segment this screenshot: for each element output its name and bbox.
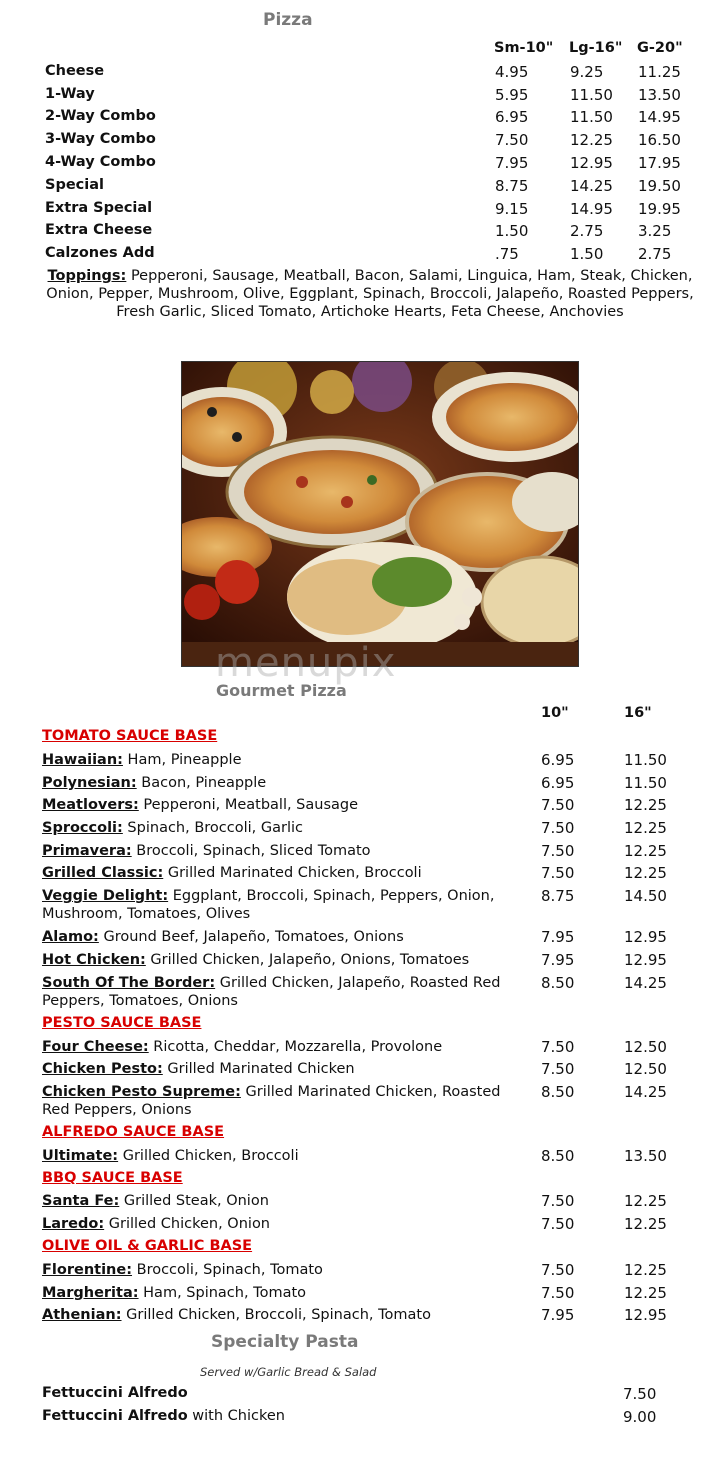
gourmet-item-name: Hawaiian: [42, 752, 123, 768]
gourmet-item-description: Grilled Steak, Onion [119, 1193, 269, 1209]
gourmet-price-10: 8.75 [541, 887, 575, 905]
gourmet-item-description: Grilled Chicken, Jalapeño, Onions, Tomatoes [145, 952, 470, 968]
gourmet-item [42, 1192, 524, 1210]
gourmet-item [42, 751, 524, 769]
gourmet-price-16: 11.50 [624, 751, 667, 769]
gourmet-item-description: Grilled Chicken, Broccoli, Spinach, Tomato [121, 1307, 431, 1323]
gourmet-item [42, 928, 524, 946]
pizza-item-price: 2.75 [638, 245, 672, 263]
gourmet-price-10: 7.95 [541, 928, 575, 946]
gourmet-item-name: Laredo: [42, 1216, 105, 1232]
gourmet-price-16: 12.25 [624, 1284, 667, 1302]
gourmet-item-description: Grilled Marinated Chicken [162, 1061, 355, 1077]
gourmet-size-10: 10" [541, 705, 569, 721]
gourmet-item-description: Grilled Chicken, Broccoli [118, 1148, 299, 1164]
section-heading-bbq: BBQ SAUCE BASE [42, 1170, 183, 1186]
gourmet-item-name: Alamo: [42, 929, 99, 945]
pizza-item-name: Special [45, 177, 104, 193]
gourmet-price-10: 8.50 [541, 1083, 575, 1101]
gourmet-item-description: Broccoli, Spinach, Sliced Tomato [131, 843, 371, 859]
gourmet-item-description: Ricotta, Cheddar, Mozzarella, Provolone [148, 1039, 443, 1055]
section-heading-pesto: PESTO SAUCE BASE [42, 1015, 202, 1031]
gourmet-price-10: 7.50 [541, 1284, 575, 1302]
gourmet-price-10: 7.50 [541, 1060, 575, 1078]
gourmet-price-16: 11.50 [624, 774, 667, 792]
gourmet-item [42, 974, 524, 1010]
gourmet-price-10: 7.50 [541, 864, 575, 882]
gourmet-item-name: Hot Chicken: [42, 952, 146, 968]
gourmet-price-10: 7.50 [541, 1261, 575, 1279]
gourmet-price-16: 12.25 [624, 796, 667, 814]
gourmet-price-10: 7.95 [541, 1306, 575, 1324]
section-heading-olive: OLIVE OIL & GARLIC BASE [42, 1238, 253, 1254]
gourmet-item-description: Grilled Chicken, Jalapeño, Roasted Red Peppers, Tomatoes, Onions [42, 975, 501, 1009]
gourmet-price-10: 7.50 [541, 819, 575, 837]
pizza-item-price: 8.75 [495, 177, 529, 195]
gourmet-price-10: 7.95 [541, 951, 575, 969]
gourmet-item-name: Florentine: [42, 1262, 133, 1278]
gourmet-price-16: 12.95 [624, 951, 667, 969]
gourmet-item-description: Spinach, Broccoli, Garlic [122, 820, 303, 836]
pizza-item-price: 12.25 [570, 131, 613, 149]
gourmet-item [42, 796, 524, 814]
pasta-item-name: Fettuccini Alfredo [42, 1408, 188, 1424]
gourmet-item-description: Grilled Chicken, Onion [104, 1216, 270, 1232]
pizza-item-price: 9.15 [495, 200, 529, 218]
toppings-note [45, 267, 695, 321]
gourmet-item [42, 1284, 524, 1302]
size-header-giant: G-20" [637, 40, 683, 56]
pizza-item-name: Extra Special [45, 200, 153, 216]
gourmet-price-10: 7.50 [541, 1215, 575, 1233]
pizza-item-price: 2.75 [570, 222, 604, 240]
gourmet-item-name: Polynesian: [42, 775, 137, 791]
pizza-item-name: 4-Way Combo [45, 154, 156, 170]
pasta-item [42, 1385, 188, 1401]
pizza-item-price: 13.50 [638, 86, 681, 104]
pizza-item-price: 4.95 [495, 63, 529, 81]
gourmet-item-name: Meatlovers: [42, 797, 139, 813]
gourmet-price-10: 6.95 [541, 774, 575, 792]
gourmet-item [42, 819, 524, 837]
gourmet-price-10: 6.95 [541, 751, 575, 769]
gourmet-item-description: Bacon, Pineapple [136, 775, 267, 791]
gourmet-item-description: Grilled Marinated Chicken, Broccoli [163, 865, 422, 881]
gourmet-price-16: 12.25 [624, 819, 667, 837]
pizza-photo [181, 361, 579, 667]
gourmet-item-description: Broccoli, Spinach, Tomato [132, 1262, 323, 1278]
pizza-item-price: 17.95 [638, 154, 681, 172]
gourmet-price-10: 8.50 [541, 974, 575, 992]
gourmet-item [42, 1261, 524, 1279]
pizza-item-price: 7.95 [495, 154, 529, 172]
section-heading-alfredo: ALFREDO SAUCE BASE [42, 1124, 225, 1140]
pizza-item-price: 19.95 [638, 200, 681, 218]
pizza-item-price: .75 [495, 245, 519, 263]
pasta-item-price: 9.00 [623, 1408, 657, 1426]
gourmet-item-description: Ground Beef, Jalapeño, Tomatoes, Onions [98, 929, 404, 945]
gourmet-item-description: Eggplant, Broccoli, Spinach, Peppers, Onion, Mushroom, Tomatoes, Olives [42, 888, 495, 922]
gourmet-price-16: 13.50 [624, 1147, 667, 1165]
pasta-note: Served w/Garlic Bread & Salad [200, 1365, 377, 1379]
gourmet-price-16: 12.25 [624, 864, 667, 882]
gourmet-item-name: Primavera: [42, 843, 132, 859]
gourmet-price-16: 14.50 [624, 887, 667, 905]
gourmet-item-name: Sproccoli: [42, 820, 123, 836]
gourmet-price-10: 7.50 [541, 842, 575, 860]
pizza-item-price: 11.50 [570, 108, 613, 126]
pizza-item-price: 14.95 [638, 108, 681, 126]
gourmet-item [42, 1038, 524, 1056]
gourmet-price-16: 12.50 [624, 1060, 667, 1078]
gourmet-price-16: 12.25 [624, 842, 667, 860]
gourmet-item [42, 1306, 524, 1324]
gourmet-price-16: 12.25 [624, 1261, 667, 1279]
section-heading-tomato: TOMATO SAUCE BASE [42, 728, 218, 744]
gourmet-price-16: 12.95 [624, 1306, 667, 1324]
gourmet-item-name: Chicken Pesto Supreme: [42, 1084, 241, 1100]
gourmet-price-16: 12.50 [624, 1038, 667, 1056]
pizza-item-price: 7.50 [495, 131, 529, 149]
gourmet-item-description: Pepperoni, Meatball, Sausage [138, 797, 359, 813]
gourmet-price-16: 12.25 [624, 1192, 667, 1210]
gourmet-item-description: Ham, Spinach, Tomato [138, 1285, 307, 1301]
pizza-item-price: 12.95 [570, 154, 613, 172]
toppings-text: Pepperoni, Sausage, Meatball, Bacon, Salami, Linguica, Ham, Steak, Chicken, Onion, Pepper, Mushroom, Olive, Eggplant, Spinach, Broccoli, Jalapeño, Roasted Peppers, Fresh Garlic, Sliced Tomato, Artichoke Hearts, Feta Cheese, Anchovies [46, 268, 694, 320]
pizza-item-price: 5.95 [495, 86, 529, 104]
gourmet-item-name: Santa Fe: [42, 1193, 120, 1209]
gourmet-item [42, 842, 524, 860]
toppings-label: Toppings: [47, 268, 127, 284]
gourmet-price-10: 7.50 [541, 796, 575, 814]
pizza-item-price: 14.25 [570, 177, 613, 195]
pizza-item-price: 11.50 [570, 86, 613, 104]
gourmet-item-name: Athenian: [42, 1307, 122, 1323]
gourmet-item-name: Veggie Delight: [42, 888, 169, 904]
size-header-small: Sm-10" [494, 40, 554, 56]
pizza-item-price: 6.95 [495, 108, 529, 126]
pizza-item-name: Calzones Add [45, 245, 155, 261]
pizza-item-name: 1-Way [45, 86, 95, 102]
pasta-item [42, 1408, 285, 1424]
gourmet-item [42, 1215, 524, 1233]
pizza-title: Pizza [263, 10, 313, 30]
gourmet-price-16: 12.95 [624, 928, 667, 946]
watermark-text: menupix [215, 640, 397, 686]
gourmet-item [42, 1147, 524, 1165]
pasta-item-extra: with Chicken [187, 1408, 285, 1424]
gourmet-size-16: 16" [624, 705, 652, 721]
pizza-item-name: Extra Cheese [45, 222, 153, 238]
gourmet-price-10: 7.50 [541, 1192, 575, 1210]
pizza-item-price: 1.50 [495, 222, 529, 240]
gourmet-price-16: 14.25 [624, 974, 667, 992]
size-header-large: Lg-16" [569, 40, 623, 56]
gourmet-price-16: 14.25 [624, 1083, 667, 1101]
gourmet-item-name: Ultimate: [42, 1148, 119, 1164]
gourmet-item-name: Four Cheese: [42, 1039, 149, 1055]
gourmet-item [42, 864, 524, 882]
gourmet-item [42, 1083, 524, 1119]
pizza-item-price: 9.25 [570, 63, 604, 81]
pasta-item-price: 7.50 [623, 1385, 657, 1403]
pizza-item-price: 16.50 [638, 131, 681, 149]
pizza-item-price: 11.25 [638, 63, 681, 81]
pizza-item-price: 14.95 [570, 200, 613, 218]
gourmet-title: Gourmet Pizza [216, 681, 347, 700]
gourmet-price-16: 12.25 [624, 1215, 667, 1233]
pizza-item-name: Cheese [45, 63, 105, 79]
gourmet-item-name: Grilled Classic: [42, 865, 164, 881]
pizza-item-price: 19.50 [638, 177, 681, 195]
gourmet-item [42, 1060, 524, 1078]
gourmet-item-description: Ham, Pineapple [122, 752, 242, 768]
pizza-item-price: 1.50 [570, 245, 604, 263]
gourmet-item [42, 887, 524, 923]
gourmet-item-name: Chicken Pesto: [42, 1061, 163, 1077]
pasta-item-name: Fettuccini Alfredo [42, 1385, 188, 1401]
gourmet-item-name: Margherita: [42, 1285, 139, 1301]
gourmet-price-10: 8.50 [541, 1147, 575, 1165]
gourmet-item [42, 774, 524, 792]
pizza-item-name: 3-Way Combo [45, 131, 156, 147]
gourmet-price-10: 7.50 [541, 1038, 575, 1056]
pizza-item-price: 3.25 [638, 222, 672, 240]
pizza-item-name: 2-Way Combo [45, 108, 156, 124]
pasta-title: Specialty Pasta [211, 1332, 359, 1352]
gourmet-item [42, 951, 524, 969]
gourmet-item-description: Grilled Marinated Chicken, Roasted Red Peppers, Onions [42, 1084, 501, 1118]
gourmet-item-name: South Of The Border: [42, 975, 216, 991]
